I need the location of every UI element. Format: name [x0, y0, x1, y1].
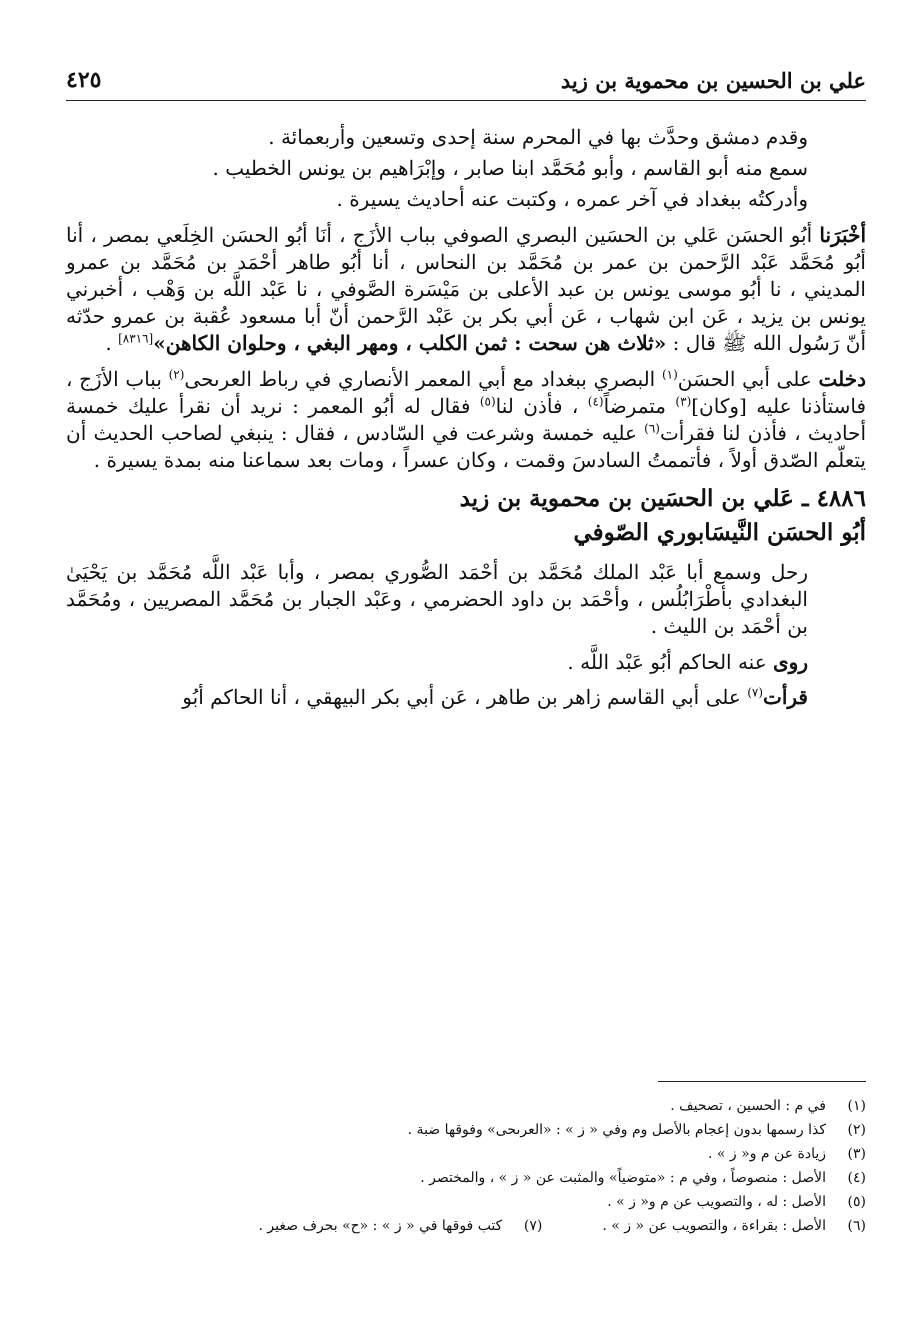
visit-text-c: بباب الأزَج ، فاستأذنا عليه [وكان] — [66, 366, 867, 418]
lead-word-rawa: روى — [773, 649, 808, 674]
footnote-text: كذا رسمها بدون إعجام بالأصل وم وفي « ز » : «العرىحى» وفوقها ضبة . — [407, 1122, 826, 1139]
hadith-number: [٨٣١٦] — [118, 331, 154, 346]
footnote-item — [66, 1190, 866, 1214]
visit-text-a: على أبي الحسَن — [677, 366, 819, 391]
entry-kunya: أبُو الحسَن النَّيسَابوري الصّوفي — [573, 518, 866, 546]
footnote-ref-1[interactable]: (١) — [661, 366, 678, 381]
lead-word-qara-tu: قرأت — [763, 684, 808, 709]
footnotes — [66, 1094, 866, 1238]
read-text: على أبي القاسم زاهر بن طاهر ، عَن أبي بكر البيهقي ، أنا الحاكم أبُو — [182, 684, 748, 709]
lead-word-akhbarana: أخْبَرَنا — [819, 222, 866, 247]
footnote-ref-6[interactable]: (٦) — [644, 421, 660, 436]
visit-text-f: فقال له أبُو المعمر : نريد أن نقرأ عليك خمسة أحاديث ، فأذن لنا فقرأت — [66, 393, 867, 445]
footnote-item — [66, 1142, 866, 1166]
paragraph-read — [66, 684, 866, 711]
narrated-text: عنه الحاكم أبُو عَبْد اللَّه . — [567, 649, 774, 674]
entry-title: ٤٨٨٦ ـ عَلي بن الحسَين بن محموية بن زيد — [459, 485, 866, 513]
lead-word-dakhalt: دخلت — [818, 366, 867, 391]
footnote-number: (٣) — [847, 1146, 866, 1163]
footnote-item — [66, 1094, 866, 1118]
footnote-text: الأصل : منصوصاً ، وفي م : «متوضياً» والمثبت عن « ز » ، والمختصر . — [420, 1170, 826, 1187]
paragraph-meeting: وأدركتُه ببغداد في آخر عمره ، وكتبت عنه أحاديث يسيرة . — [336, 187, 808, 212]
footnote-number: (٥) — [847, 1194, 866, 1211]
footnote-ref-7[interactable]: (٧) — [747, 685, 764, 700]
visit-text-g: عليه خمسة وشرعت في السّادس ، فقال : ينبغي لصاحب الحديث أن يتعلّم الصّدق أولاً ، فأتممتُ السادسَ وقمت ، وكان عسراً ، ومات بعد سماعنا منه بمدة يسيرة . — [66, 420, 866, 473]
entry-heading — [66, 482, 866, 549]
footnote-text: في م : الحسين ، تصحيف . — [670, 1098, 826, 1114]
paragraph-students: سمع منه أبو القاسم ، وأبو مُحَمَّد ابنا صابر ، وإبْرَاهيم بن يونس الخطيب . — [212, 156, 808, 181]
isnad-text: أبُو الحسَن عَلي بن الحسَين البصري الصوفي بباب الأزَج ، أنَا أبُو الحسَن الخِلَعي بمصر ، أنا أبُو مُحَمَّد عَبْد الرَّحمن بن عمر بن مُحَمَّد بن النحاس ، أنا أبُو طاهر أحْمَد بن مُحَمَّد بن عمرو المديني ، نا أبُو موسى يونس بن عبد الأعلى بن مَيْسَرة الصَّوفي ، نا عَبْد اللَّه بن وَهْب ، أخبرني يونس بن يزيد ، عَن ابن شهاب ، عَن أبي بكر بن عَبْد الرَّحمن أنّ أبا مسعود عُقبة بن عمرو حدّثه أنّ رَسُول الله ﷺ قال : — [66, 222, 866, 356]
main-text — [66, 124, 866, 719]
footnote-ref-5[interactable]: (٥) — [479, 394, 496, 409]
paragraph-hadith — [66, 222, 866, 358]
footnote-divider — [658, 1081, 866, 1082]
footnote-item — [66, 1214, 866, 1238]
footnote-item — [66, 1118, 866, 1142]
footnote-ref-4[interactable]: (٤) — [587, 394, 604, 409]
footnote-ref-2[interactable]: (٢) — [168, 366, 185, 381]
paragraph-travels: رحل وسمع أبا عَبْد الملك مُحَمَّد بن أحْمَد الصُّوري بمصر ، وأبا عَبْد اللَّه مُحَمَّد بن يَحْيَىٰ البغدادي بأطْرَابُلُس ، وأحْمَد بن داود الحضرمي ، وعَبْد الجبار بن مُحَمَّد المصريين ، ومُحَمَّد بن أحْمَد بن الليث . — [66, 559, 808, 639]
paragraph-visit — [66, 366, 866, 475]
paragraph-narrated — [66, 649, 866, 676]
visit-text-e: ، فأذن لنا — [495, 393, 588, 418]
footnote-number: (٢) — [847, 1122, 866, 1139]
hadith-quote: «ثلاث هن سحت : ثمن الكلب ، ومهر البغي ، وحلوان الكاهن» — [153, 331, 667, 356]
footnote-ref-3[interactable]: (٣) — [675, 394, 692, 409]
visit-text-b: البصري ببغداد مع أبي المعمر الأنصاري في رباط العرىحى — [184, 366, 662, 391]
footnote-text: الأصل : بقراءة ، والتصويب عن « ز » . — [602, 1218, 826, 1235]
footnote-text: زيادة عن م و« ز » . — [708, 1146, 826, 1163]
footnote-text: الأصل : له ، والتصويب عن م و« ز » . — [607, 1194, 826, 1211]
footnote-text: كتب فوقها في « ز » : «ح» بحرف صغير . — [258, 1218, 503, 1235]
paragraph-arrival: وقدم دمشق وحدَّث بها في المحرم سنة إحدى وتسعين وأربعمائة . — [268, 125, 808, 149]
hadith-end: . — [105, 331, 119, 356]
footnote-number: (٤) — [847, 1170, 866, 1187]
running-title: علي بن الحسين بن محموية بن زيد — [560, 67, 866, 93]
visit-text-d: متمرضاً — [603, 393, 676, 418]
footnote-item — [66, 1166, 866, 1190]
footnote-number: (٦) — [847, 1218, 866, 1235]
page-number: ٤٢٥ — [66, 67, 102, 93]
running-header — [66, 60, 866, 101]
footnote-number: (٧) — [523, 1218, 543, 1235]
footnote-number: (١) — [847, 1098, 866, 1114]
